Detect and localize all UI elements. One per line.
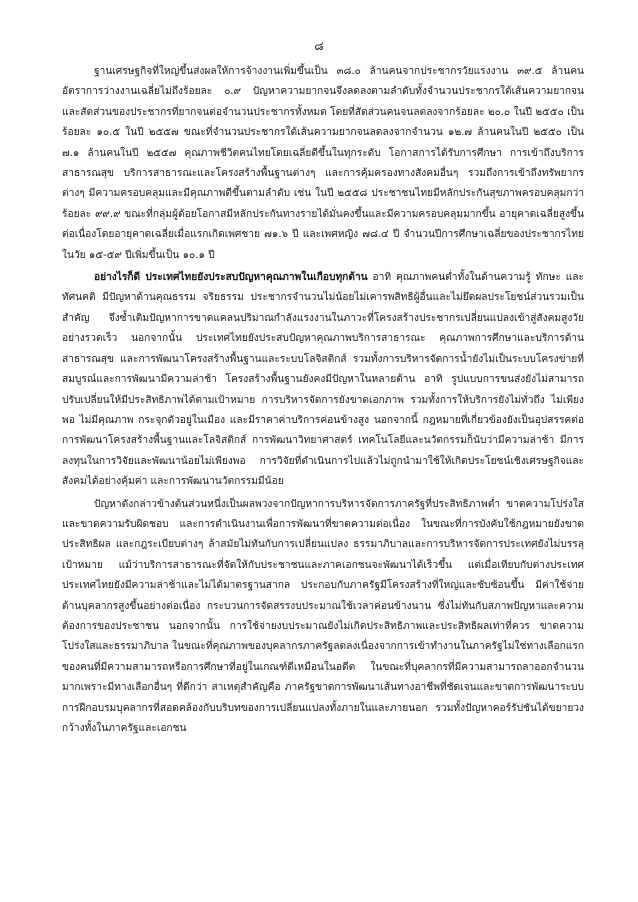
- paragraph-lead-bold: อย่างไรก็ดี ประเทศไทยยังประสบปัญหาคุณภาพในเกือบทุกด้าน: [94, 272, 368, 284]
- page-number: ๘: [314, 39, 324, 53]
- body-text: [62, 62, 584, 741]
- paragraph-text: ฐานเศรษฐกิจที่ใหญ่ขึ้นส่งผลให้การจ้างงานเพิ่มขึ้นเป็น ๓๘.๐ ล้านคนจากประชากรวัยแรงงาน ๓๙.๕ ล้านคน อัตราการว่างงานเฉลี่ยไม่ถึงร้อยละ ๐.๙ ปัญหาความยากจนจึงลดลงตามลำดับทั้งจำนวนประชากรใต้เส้นความยากจนและสัดส่วนของประชากรที่ยากจนต่อจำนวนประชากรทั้งหมด โดยที่สัดส่วนคนจนลดลงจากร้อยละ ๒๐.๐ ในปี ๒๕๕๐ เป็นร้อยละ ๑๐.๕ ในปี ๒๕๕๗ ขณะที่จำนวนประชากรใต้เส้นความยากจนลดลงจากจำนวน ๑๒.๗ ล้านคนในปี ๒๕๕๐ เป็น ๗.๑ ล้านคนในปี ๒๕๕๗ คุณภาพชีวิตคนไทยโดยเฉลี่ยดีขึ้นในทุกระดับ โอกาสการได้รับการศึกษา การเข้าถึงบริการสาธารณสุข บริการสาธารณะและโครงสร้างพื้นฐานต่างๆ และการคุ้มครองทางสังคมอื่นๆ รวมถึงการเข้าถึงทรัพยากรต่างๆ มีความครอบคลุมและมีคุณภาพดีขึ้นตามลำดับ เช่น ในปี ๒๕๕๘ ประชาชนไทยมีหลักประกันสุขภาพครอบคลุมกว่าร้อยละ ๙๙.๙ ขณะที่กลุ่มผู้ด้อยโอกาสมีหลักประกันทางรายได้มั่นคงขึ้นและมีความครอบคลุมมากขึ้น อายุคาดเฉลี่ยสูงขึ้นต่อเนื่องโดยอายุคาดเฉลี่ยเมื่อแรกเกิดเพศชาย ๗๑.๖ ปี และเพศหญิง ๗๘.๔ ปี จำนวนปีการศึกษาเฉลี่ยของประชากรไทยในวัย ๑๕-๕๙ ปีเพิ่มขึ้นเป็น ๑๐.๑ ปี: [62, 66, 584, 261]
- paragraph-quality-problems: [62, 268, 584, 492]
- paragraph-text: อาทิ คุณภาพคนต่ำทั้งในด้านความรู้ ทักษะ และทัศนคติ มีปัญหาด้านคุณธรรม จริยธรรม ประชากรจำนวนไม่น้อยไม่เคารพสิทธิผู้อื่นและไม่ยึดผลประโยชน์ส่วนรวมเป็นสำคัญ จึงซ้ำเติมปัญหาการขาดแคลนปริมาณกำลังแรงงานในภาวะที่โครงสร้างประชากรเปลี่ยนแปลงเข้าสู่สังคมสูงวัยอย่างรวดเร็ว นอกจากนั้น ประเทศไทยยังประสบปัญหาคุณภาพบริการสาธารณะ คุณภาพการศึกษาและบริการด้านสาธารณสุข และการพัฒนาโครงสร้างพื้นฐานและระบบโลจิสติกส์ รวมทั้งการบริหารจัดการน้ำยังไม่เป็นระบบโครงข่ายที่สมบูรณ์และการพัฒนามีความล่าช้า โครงสร้างพื้นฐานยังคงมีปัญหาในหลายด้าน อาทิ รูปแบบการขนส่งยังไม่สามารถปรับเปลี่ยนให้มีประสิทธิภาพได้ตามเป้าหมาย การบริหารจัดการยังขาดเอกภาพ รวมทั้งการให้บริการยังไม่ทั่วถึง ไม่เพียงพอ ไม่มีคุณภาพ กระจุกตัวอยู่ในเมือง และมีราคาค่าบริการค่อนข้างสูง นอกจากนี้ กฎหมายที่เกี่ยวข้องยังเป็นอุปสรรคต่อการพัฒนาโครงสร้างพื้นฐานและโลจิสติกส์ การพัฒนาวิทยาศาสตร์ เทคโนโลยีและนวัตกรรมก็นับว่ามีความล่าช้า มีการลงทุนในการวิจัยและพัฒนาน้อยไม่เพียงพอ การวิจัยที่ดำเนินการไปแล้วไม่ถูกนำมาใช้ให้เกิดประโยชน์เชิงเศรษฐกิจและสังคมได้อย่างคุ้มค่า และการพัฒนานวัตกรรมมีน้อย: [62, 272, 584, 488]
- paragraph-text: ปัญหาดังกล่าวข้างต้นส่วนหนึ่งเป็นผลพวงจากปัญหาการบริหารจัดการภาครัฐที่ประสิทธิภาพต่ำ ขาดความโปร่งใส และขาดความรับผิดชอบ และการดำเนินงานเพื่อการพัฒนาที่ขาดความต่อเนื่อง ในขณะที่การบังคับใช้กฎหมายยังขาดประสิทธิผล และกฎระเบียบต่างๆ ล้าสมัยไม่ทันกับการเปลี่ยนแปลง ธรรมาภิบาลและการบริหารจัดการประเทศยังไม่บรรลุเป้าหมาย แม้ว่าบริการสาธารณะที่จัดให้กับประชาชนและภาคเอกชนจะพัฒนาได้เร็วขึ้น แต่เมื่อเทียบกับต่างประเทศ ประเทศไทยยังมีความล่าช้าและไม่ได้มาตรฐานสากล ประกอบกับภาครัฐมีโครงสร้างที่ใหญ่และซับซ้อนขึ้น มีค่าใช้จ่ายด้านบุคลากรสูงขึ้นอย่างต่อเนื่อง กระบวนการจัดสรรงบประมาณใช้เวลาค่อนข้างนาน ซึ่งไม่ทันกับสภาพปัญหาและความต้องการของประชาชน นอกจากนั้น การใช้จ่ายงบประมาณยังไม่เกิดประสิทธิภาพและประสิทธิผลเท่าที่ควร ขาดความโปร่งใสและธรรมาภิบาล ในขณะที่คุณภาพของบุคลากรภาครัฐลดลงเนื่องจากการเข้าทำงานในภาครัฐไม่ใช่ทางเลือกแรกของคนที่มีความสามารถหรือการศึกษาที่อยู่ในเกณฑ์ดีเหมือนในอดีต ในขณะที่บุคลากรที่มีความสามารถลาออกจำนวนมากเพราะมีทางเลือกอื่นๆ ที่ดีกว่า สาเหตุสำคัญคือ ภาครัฐขาดการพัฒนาเส้นทางอาชีพที่ชัดเจนและขาดการพัฒนาระบบการฝึกอบรมบุคลากรที่สอดคล้องกับบริบทของการเปลี่ยนแปลงทั้งภายในและภายนอก รวมทั้งปัญหาคอร์รัปชันได้ขยายวงกว้างทั้งในภาครัฐและเอกชน: [62, 498, 584, 734]
- paragraph-economic-growth: [62, 62, 584, 266]
- paragraph-public-management: [62, 495, 584, 740]
